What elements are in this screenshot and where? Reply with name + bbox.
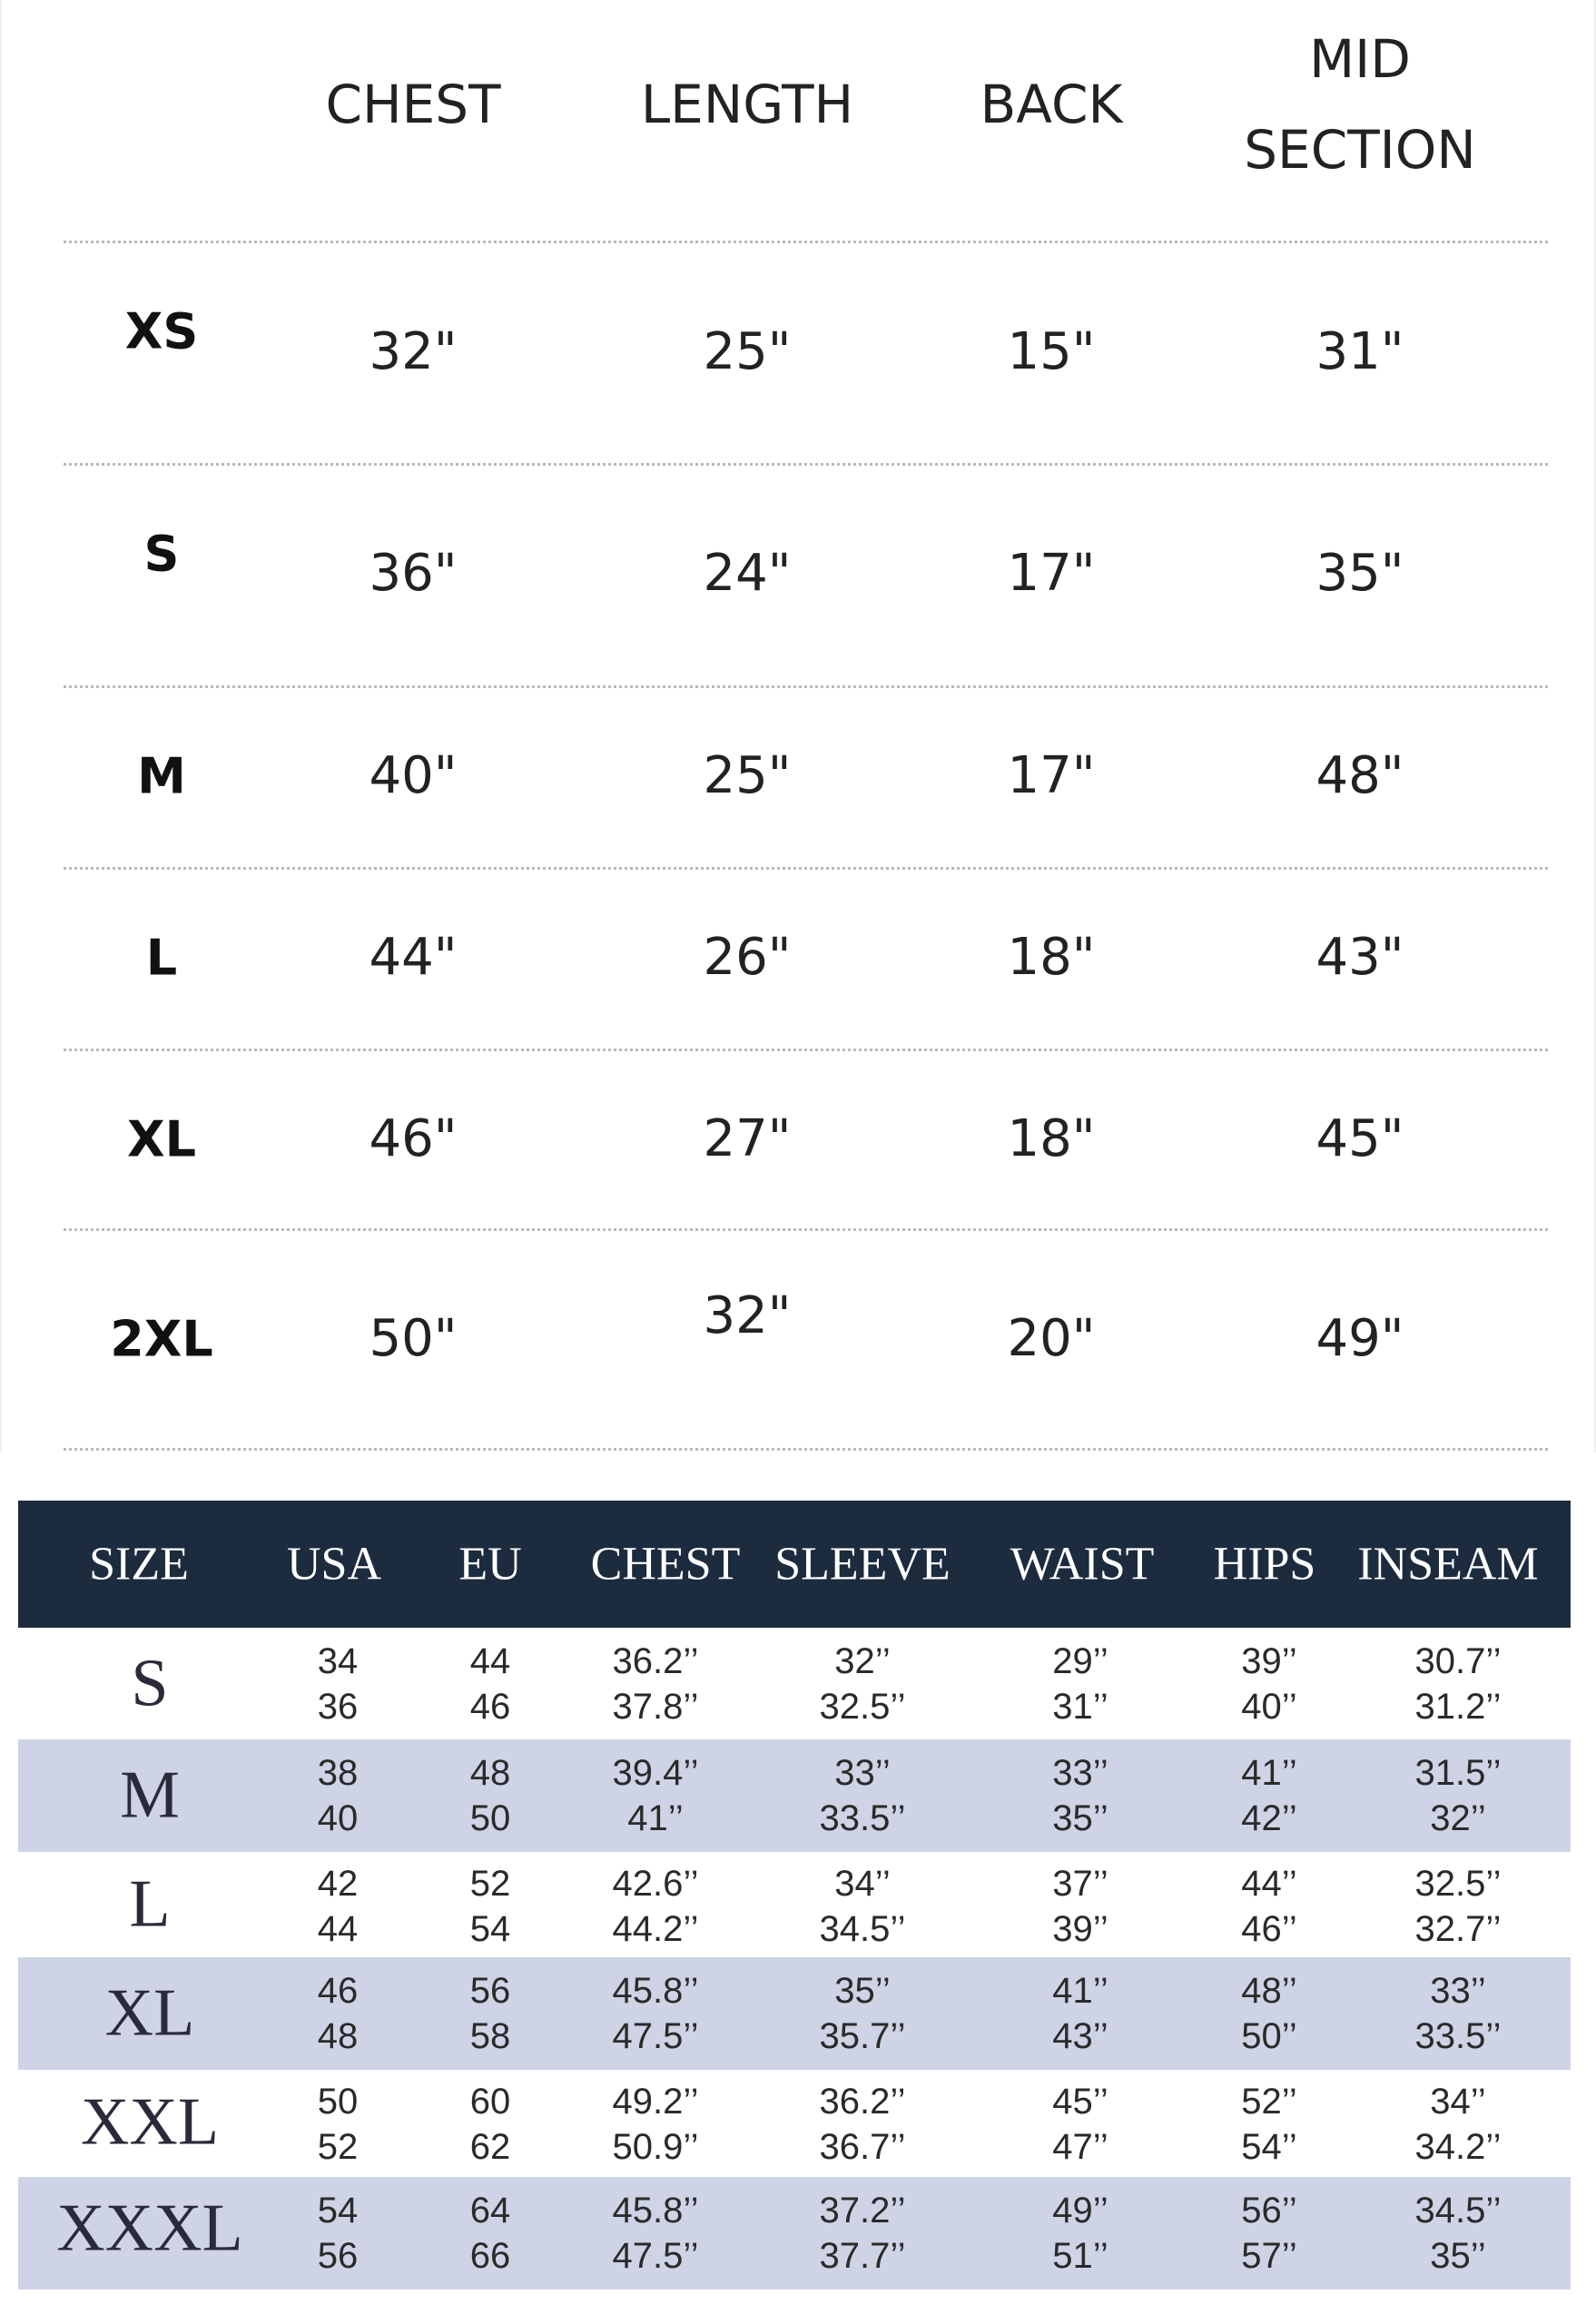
measurement-cell: 43" xyxy=(1315,928,1404,987)
range-low: 50 xyxy=(317,2082,359,2122)
measurement-range xyxy=(613,1750,699,1841)
measurement-cell: 46" xyxy=(369,1109,458,1168)
measurement-range xyxy=(820,1968,906,2059)
row-band xyxy=(18,1739,1571,1852)
range-high: 66 xyxy=(469,2236,511,2276)
range-low: 48’’ xyxy=(1241,1971,1297,2011)
range-low: 34.5’’ xyxy=(1414,2191,1502,2230)
range-low: 60 xyxy=(469,2082,511,2122)
range-low: 33’’ xyxy=(1052,1753,1108,1793)
range-low: 45.8’’ xyxy=(612,1971,699,2011)
range-low: 42.6’’ xyxy=(612,1864,699,1904)
row-divider xyxy=(64,1448,1548,1451)
measurement-cell: 48" xyxy=(1315,746,1404,805)
measurement-range xyxy=(613,2079,699,2170)
range-high: 32.5’’ xyxy=(819,1687,906,1727)
range-high: 44.2’’ xyxy=(612,1909,699,1949)
range-low: 32.5’’ xyxy=(1414,1864,1502,1904)
measurement-cell: 17" xyxy=(1007,544,1096,603)
measurement-cell: 32" xyxy=(369,322,458,381)
measurement-range xyxy=(820,2079,906,2170)
col-header-length: LENGTH xyxy=(640,74,854,135)
measurement-range xyxy=(613,2188,699,2279)
range-high: 62 xyxy=(469,2127,511,2167)
range-high: 32.7’’ xyxy=(1414,1909,1502,1949)
measurement-range xyxy=(820,1750,906,1841)
left-edge xyxy=(0,0,2,1452)
range-low: 41’’ xyxy=(1052,1971,1108,2011)
range-high: 43’’ xyxy=(1052,2016,1108,2056)
measurement-range xyxy=(1052,1639,1108,1729)
col-header-hips: HIPS xyxy=(1213,1538,1316,1590)
range-high: 46 xyxy=(469,1687,511,1727)
col-header-chest: CHEST xyxy=(325,74,501,135)
range-low: 44’’ xyxy=(1241,1864,1297,1904)
measurement-cell: 24" xyxy=(703,544,792,603)
range-low: 49.2’’ xyxy=(612,2082,699,2122)
range-low: 39.4’’ xyxy=(612,1753,699,1793)
measurement-cell: 25" xyxy=(703,746,792,805)
measurement-range xyxy=(1052,2188,1108,2279)
measurement-cell: 31" xyxy=(1315,322,1404,381)
range-low: 33’’ xyxy=(1430,1971,1486,2011)
range-high: 47’’ xyxy=(1052,2127,1108,2167)
size-label-l: L xyxy=(129,1866,171,1942)
row-band xyxy=(18,1957,1571,2070)
measurement-range xyxy=(1241,1968,1297,2059)
measurement-cell: 20" xyxy=(1007,1309,1096,1368)
col-header-waist: WAIST xyxy=(1010,1538,1155,1590)
measurement-cell: 27" xyxy=(703,1109,792,1168)
range-high: 50’’ xyxy=(1241,2016,1297,2056)
range-low: 42 xyxy=(317,1864,359,1904)
range-high: 58 xyxy=(469,2016,511,2056)
measurement-cell: 35" xyxy=(1315,544,1404,603)
measurement-range xyxy=(470,2188,511,2279)
range-high: 35.7’’ xyxy=(819,2016,906,2056)
measurement-cell: 18" xyxy=(1007,928,1096,987)
measurement-range xyxy=(1241,2079,1297,2170)
range-high: 42’’ xyxy=(1241,1798,1297,1838)
range-low: 54 xyxy=(317,2191,359,2230)
range-low: 45’’ xyxy=(1052,2082,1108,2122)
measurement-range xyxy=(1241,1750,1297,1841)
size-label-xs: XS xyxy=(124,302,199,360)
measurement-cell: 44" xyxy=(369,928,458,987)
range-high: 36.7’’ xyxy=(819,2127,906,2167)
range-low: 49’’ xyxy=(1052,2191,1108,2230)
range-high: 39’’ xyxy=(1052,1909,1108,1949)
range-high: 33.5’’ xyxy=(1414,2016,1502,2056)
size-label-m: M xyxy=(137,747,186,805)
measurement-range xyxy=(470,1750,511,1841)
size-label-2xl: 2XL xyxy=(110,1310,213,1368)
measurement-range xyxy=(1052,1861,1108,1952)
col-header-mid-section-line2: SECTION xyxy=(1244,119,1476,181)
measurement-range xyxy=(318,1750,359,1841)
range-low: 36.2’’ xyxy=(612,1641,699,1681)
size-label-xxxl: XXXL xyxy=(56,2191,243,2266)
measurement-range xyxy=(613,1968,699,2059)
measurement-cell: 49" xyxy=(1315,1309,1404,1368)
measurement-cell: 15" xyxy=(1007,322,1096,381)
measurement-range xyxy=(1415,2079,1502,2170)
range-high: 56 xyxy=(317,2236,359,2276)
range-low: 64 xyxy=(469,2191,511,2230)
measurement-range xyxy=(470,2079,511,2170)
measurement-range xyxy=(470,1639,511,1729)
row-divider xyxy=(64,867,1548,870)
range-low: 41’’ xyxy=(1241,1753,1297,1793)
measurement-range xyxy=(1415,1861,1502,1952)
size-label-s: S xyxy=(143,525,180,583)
measurement-range xyxy=(318,2079,359,2170)
range-low: 56 xyxy=(469,1971,511,2011)
measurement-range xyxy=(1415,1750,1502,1841)
measurement-cell: 18" xyxy=(1007,1109,1096,1168)
measurement-range xyxy=(1415,2188,1502,2279)
measurement-range xyxy=(820,1639,906,1729)
range-low: 30.7’’ xyxy=(1414,1641,1502,1681)
measurement-range xyxy=(318,1968,359,2059)
measurement-range xyxy=(470,1968,511,2059)
range-high: 41’’ xyxy=(627,1798,684,1838)
range-low: 48 xyxy=(469,1753,511,1793)
range-high: 44 xyxy=(317,1909,359,1949)
range-low: 33’’ xyxy=(834,1753,891,1793)
measurement-range xyxy=(318,2188,359,2279)
range-high: 50.9’’ xyxy=(612,2127,699,2167)
size-label-xxl: XXL xyxy=(80,2084,220,2160)
range-high: 50 xyxy=(469,1798,511,1838)
measurement-cell: 25" xyxy=(703,322,792,381)
col-header-size: SIZE xyxy=(89,1538,189,1590)
col-header-inseam: INSEAM xyxy=(1357,1538,1539,1590)
range-low: 52’’ xyxy=(1241,2082,1297,2122)
range-low: 34’’ xyxy=(834,1864,891,1904)
col-header-chest: CHEST xyxy=(590,1538,741,1590)
measurement-cell: 50" xyxy=(369,1309,458,1368)
measurement-range xyxy=(613,1861,699,1952)
range-low: 52 xyxy=(469,1864,511,1904)
col-header-mid-section-line1: MID xyxy=(1309,28,1411,90)
row-divider xyxy=(64,241,1548,243)
range-low: 45.8’’ xyxy=(612,2191,699,2230)
row-band xyxy=(18,2177,1571,2290)
range-high: 47.5’’ xyxy=(612,2236,699,2276)
measurement-cell: 17" xyxy=(1007,746,1096,805)
measurement-range xyxy=(470,1861,511,1952)
col-header-sleeve: SLEEVE xyxy=(774,1538,951,1590)
measurement-cell: 40" xyxy=(369,746,458,805)
measurement-range xyxy=(1052,1750,1108,1841)
range-low: 34 xyxy=(317,1641,359,1681)
range-low: 35’’ xyxy=(834,1971,891,2011)
range-low: 39’’ xyxy=(1241,1641,1297,1681)
range-low: 34’’ xyxy=(1430,2082,1486,2122)
measurement-range xyxy=(318,1639,359,1729)
range-high: 36 xyxy=(317,1687,359,1727)
range-high: 37.7’’ xyxy=(819,2236,906,2276)
col-header-eu: EU xyxy=(458,1538,522,1590)
measurement-range xyxy=(613,1639,699,1729)
range-high: 34.2’’ xyxy=(1414,2127,1502,2167)
range-low: 38 xyxy=(317,1753,359,1793)
row-divider xyxy=(64,685,1548,688)
range-high: 51’’ xyxy=(1052,2236,1108,2276)
range-low: 31.5’’ xyxy=(1414,1753,1502,1793)
measurement-cell: 26" xyxy=(703,928,792,987)
measurement-range xyxy=(1241,1639,1297,1729)
range-high: 33.5’’ xyxy=(819,1798,906,1838)
range-low: 56’’ xyxy=(1241,2191,1297,2230)
measurement-range xyxy=(820,2188,906,2279)
range-high: 31.2’’ xyxy=(1414,1687,1502,1727)
col-header-usa: USA xyxy=(286,1538,382,1590)
range-high: 34.5’’ xyxy=(819,1909,906,1949)
measurement-range xyxy=(1241,2188,1297,2279)
range-high: 32’’ xyxy=(1430,1798,1486,1838)
range-high: 40’’ xyxy=(1241,1687,1297,1727)
range-low: 36.2’’ xyxy=(819,2082,906,2122)
row-divider xyxy=(64,463,1548,466)
measurement-range xyxy=(820,1861,906,1952)
measurement-range xyxy=(1415,1968,1502,2059)
range-low: 44 xyxy=(469,1641,511,1681)
range-high: 54 xyxy=(469,1909,511,1949)
row-divider xyxy=(64,1049,1548,1051)
range-low: 32’’ xyxy=(834,1641,891,1681)
range-low: 46 xyxy=(317,1971,359,2011)
range-high: 46’’ xyxy=(1241,1909,1297,1949)
size-label-m: M xyxy=(120,1758,180,1833)
range-high: 35’’ xyxy=(1430,2236,1486,2276)
range-low: 29’’ xyxy=(1052,1641,1108,1681)
size-label-l: L xyxy=(145,929,178,987)
range-high: 52 xyxy=(317,2127,359,2167)
range-low: 37.2’’ xyxy=(819,2191,906,2230)
range-high: 35’’ xyxy=(1052,1798,1108,1838)
measurement-range xyxy=(1052,1968,1108,2059)
range-high: 57’’ xyxy=(1241,2236,1297,2276)
range-high: 40 xyxy=(317,1798,359,1838)
size-conversion-chart xyxy=(0,1452,1596,2324)
measurement-range xyxy=(318,1861,359,1952)
size-label-s: S xyxy=(131,1646,169,1721)
range-high: 37.8’’ xyxy=(612,1687,699,1727)
col-header-back: BACK xyxy=(980,74,1123,135)
measurement-range xyxy=(1415,1639,1502,1729)
measurement-cell: 45" xyxy=(1315,1109,1404,1168)
size-label-xl: XL xyxy=(126,1110,197,1168)
row-divider xyxy=(64,1228,1548,1231)
range-low: 37’’ xyxy=(1052,1864,1108,1904)
range-high: 54’’ xyxy=(1241,2127,1297,2167)
size-label-xl: XL xyxy=(104,1975,195,2051)
measurement-cell: 36" xyxy=(369,544,458,603)
range-high: 31’’ xyxy=(1052,1687,1108,1727)
measurement-range xyxy=(1241,1861,1297,1952)
measurement-range xyxy=(1052,2079,1108,2170)
range-high: 47.5’’ xyxy=(612,2016,699,2056)
measurement-cell: 32" xyxy=(703,1286,792,1345)
range-high: 48 xyxy=(317,2016,359,2056)
